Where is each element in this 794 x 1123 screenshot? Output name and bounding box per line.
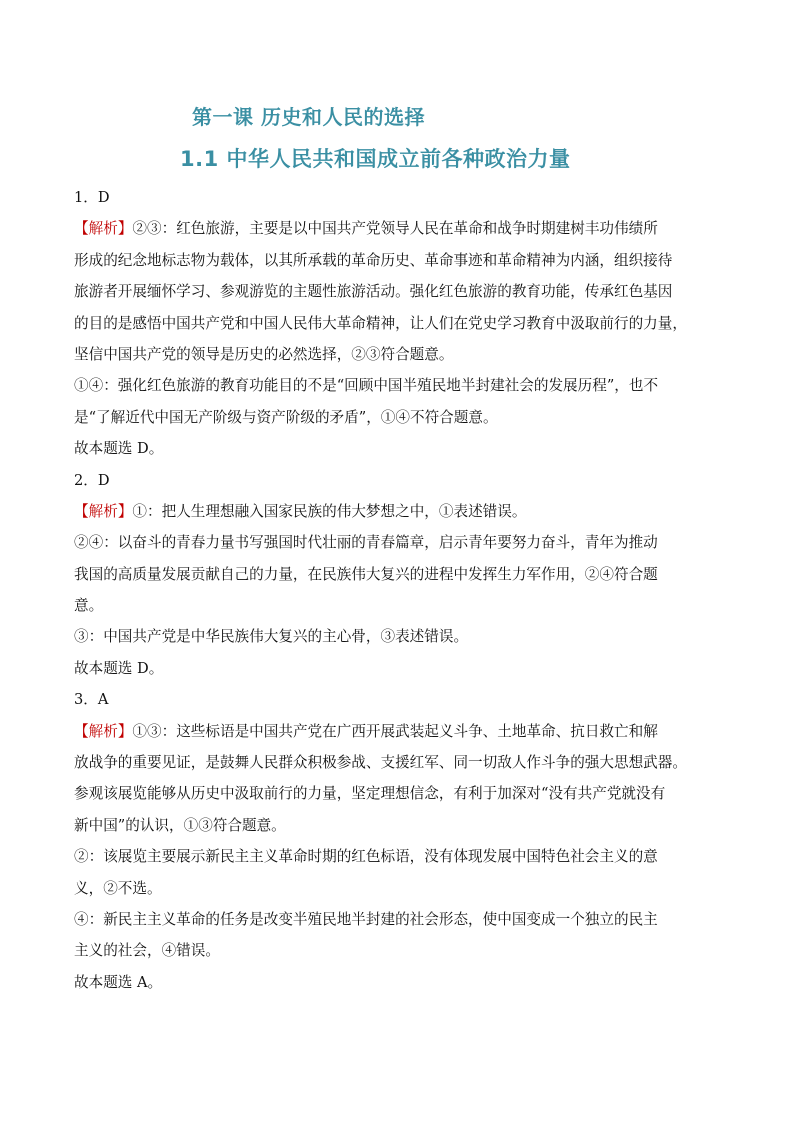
question-1-line: ①④：强化红色旅游的教育功能目的不是“回顾中国半殖民地半封建社会的发展历程”，也不 (74, 377, 659, 395)
question-3-line: 主义的社会，④错误。 (74, 942, 220, 960)
question-3-conclusion: 故本题选 A。 (74, 973, 163, 991)
question-2-line: 意。 (74, 597, 104, 615)
question-2-line: 我国的高质量发展贡献自己的力量，在民族伟大复兴的进程中发挥生力军作用，②④符合题 (74, 565, 658, 583)
question-1-line: 坚信中国共产党的领导是历史的必然选择，②③符合题意。 (74, 345, 454, 363)
question-2-line: ③：中国共产党是中华民族伟大复兴的主心骨，③表述错误。 (74, 628, 469, 646)
question-3-line: ②：该展览主要展示新民主主义革命时期的红色标语，没有体现发展中国特色社会主义的意 (74, 848, 658, 866)
analysis-label: 解析 (88, 502, 118, 520)
analysis-label: 解析 (88, 722, 118, 740)
analysis-bracket-open-icon: 【 (74, 220, 89, 238)
analysis-label: 解析 (88, 220, 118, 238)
question-3-line: 参观该展览能够从历史中汲取前行的力量，坚定理想信念，有利于加深对“没有共产党就没有 (74, 785, 666, 803)
question-2-conclusion: 故本题选 D。 (74, 659, 164, 677)
question-1-line: 的目的是感悟中国共产党和中国人民伟大革命精神，让人们在党史学习教育中汲取前行的力量， (74, 314, 687, 332)
question-3-answer: 3．A (74, 691, 109, 709)
question-1-answer: 1．D (74, 189, 110, 206)
question-2-line: ②④：以奋斗的青春力量书写强国时代壮丽的青春篇章，启示青年要努力奋斗，青年为推动 (74, 534, 658, 552)
analysis-text: ②③：红色旅游，主要是以中国共产党领导人民在革命和战争时期建树丰功伟绩所 (132, 220, 658, 238)
question-2-answer: 2．D (74, 471, 110, 489)
lesson-title: 第一课 历史和人民的选择 (192, 105, 425, 129)
analysis-bracket-open-icon: 【 (74, 502, 89, 520)
question-2-analysis-line (74, 496, 720, 527)
analysis-bracket-close-icon: 】 (117, 722, 133, 740)
answer-content (74, 182, 720, 998)
question-3-line: 放战争的重要见证，是鼓舞人民群众积极参战、支援红军、同一切敌人作斗争的强大思想武器。 (74, 754, 687, 772)
question-1-line: 旅游者开展缅怀学习、参观游览的主题性旅游活动。强化红色旅游的教育功能，传承红色基因 (74, 283, 673, 301)
section-title: 1.1 中华人民共和国成立前各种政治力量 (180, 147, 571, 171)
question-3-line: ④：新民主主义革命的任务是改变半殖民地半封建的社会形态，使中国变成一个独立的民主 (74, 910, 658, 928)
question-3-analysis-line (74, 716, 720, 747)
question-3-line: 义，②不选。 (74, 879, 162, 897)
analysis-bracket-close-icon: 】 (117, 220, 133, 238)
analysis-bracket-close-icon: 】 (117, 502, 133, 520)
question-1-conclusion: 故本题选 D。 (74, 440, 164, 458)
analysis-text: ①：把人生理想融入国家民族的伟大梦想之中，①表述错误。 (132, 502, 527, 520)
question-1-line: 是“了解近代中国无产阶级与资产阶级的矛盾”，①④不符合题意。 (74, 408, 498, 426)
question-1-analysis-line (74, 213, 720, 244)
analysis-bracket-open-icon: 【 (74, 722, 89, 740)
question-1-line: 形成的纪念地标志物为载体，以其所承载的革命历史、革命事迹和革命精神为内涵，组织接待 (74, 251, 673, 269)
question-3-line: 新中国”的认识，①③符合题意。 (74, 816, 286, 834)
analysis-text: ①③：这些标语是中国共产党在广西开展武装起义斗争、土地革命、抗日救亡和解 (132, 722, 658, 740)
